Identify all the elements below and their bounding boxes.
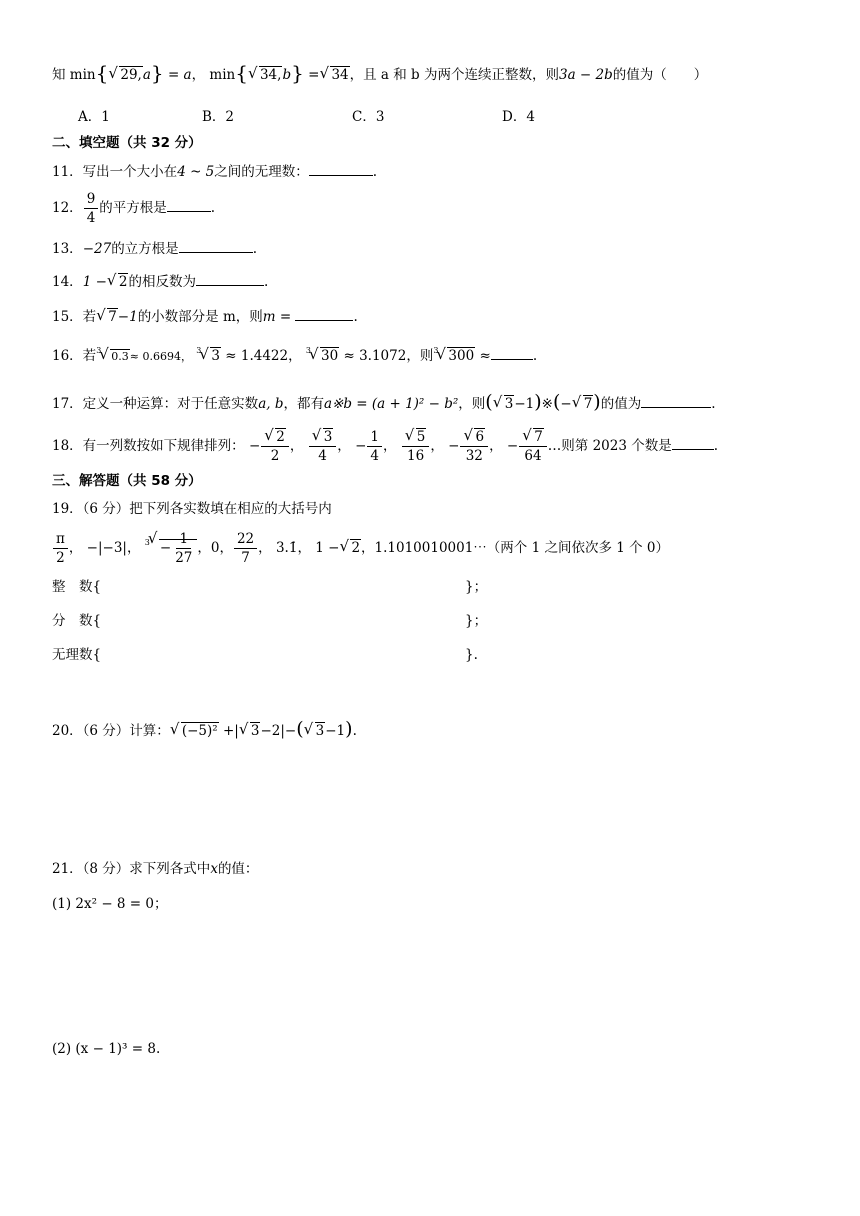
q18-text: 18．有一列数按如下规律排列：: [52, 438, 245, 454]
q18-term: √ $\frac{2}{2}$: [261, 428, 289, 465]
right-brace: }: [291, 61, 304, 85]
q17-text-post: 的值为: [600, 396, 642, 412]
minus: −: [284, 723, 297, 739]
q18-sign: −: [506, 438, 519, 454]
set-irrationals-label: 无理数{: [52, 647, 102, 663]
question-18: 18．有一列数按如下规律排列： − √ $\frac{2}{2}$ ， √ $\frac{3}{4}$ ， − $\frac{1}{4}$ ， √ $\frac{5}{16}$ ， − √ $\frac{6}{32}$ ， − √ $\frac{7}{64}$ …则第 2023 个数是 .: [52, 428, 718, 465]
cbrt-0-3: √ 0.3: [100, 346, 130, 367]
set-integers-end: }；: [465, 579, 488, 595]
q14-number: 14．: [52, 274, 83, 290]
q19-zero: ，0，: [197, 540, 233, 556]
left-brace: {: [235, 61, 248, 85]
sqrt-3: √ 3: [494, 394, 515, 414]
q20-end: .: [352, 723, 357, 739]
q16-value-4: ≈: [479, 348, 491, 364]
var-a: a: [142, 67, 151, 83]
q16-answer-blank[interactable]: [491, 359, 533, 360]
question-21-part-1: (1) 2x² − 8 = 0；: [52, 896, 168, 912]
q21-text: 21．（8 分）求下列各式中: [52, 861, 211, 877]
fraction-pi-2: $\frac{\pi}{2}$: [53, 530, 68, 567]
min-function: min: [69, 67, 96, 83]
q18-sign: −: [448, 438, 460, 454]
q17-definition: a※b = (a + 1)² − b²: [323, 396, 459, 412]
fraction-9-4: $\frac{9}{4}$: [84, 190, 99, 227]
q13-value: −27: [82, 241, 112, 257]
question-19-numbers: $\frac{\pi}{2}$ ， −|−3|， $^3$√ − $\frac{1}{27}$ ，0， $\frac{22}{7}$ ， 3.1̇， 1 −√ 2，1.1010010001⋯（两个 1 之间依次多 1 个 0）: [52, 530, 669, 567]
sqrt-7: √ 7: [573, 394, 594, 414]
q18-term: √ $\frac{6}{32}$: [460, 428, 488, 465]
q17-operator: ※: [541, 396, 553, 412]
question-19-title: 19．（6 分）把下列各实数填在相应的大括号内: [52, 501, 332, 517]
sqrt-29: √ 29,: [109, 65, 142, 85]
q14-text: 的相反数为: [128, 274, 196, 290]
var-x: x: [210, 861, 218, 877]
q17-answer-blank[interactable]: [641, 407, 711, 408]
q13-number: 13．: [52, 241, 83, 257]
q11-range: 4 ~ 5: [177, 164, 215, 180]
q10-expression: 3a − 2b: [558, 67, 613, 83]
q18-term: √ $\frac{3}{4}$: [309, 428, 337, 465]
left-brace: {: [95, 61, 109, 85]
q18-answer-blank[interactable]: [672, 449, 714, 450]
plus: +: [222, 723, 235, 739]
q11-text-post: 之间的无理数：: [214, 164, 309, 180]
q10-text-start: 知: [52, 67, 66, 83]
q18-sign: −: [355, 438, 367, 454]
question-12: 12． $\frac{9}{4}$ 的平方根是 .: [52, 191, 216, 226]
equals: =: [308, 67, 320, 83]
q19-one-minus: 1 −: [315, 540, 340, 556]
eq-a: = a: [167, 67, 192, 83]
question-21-title: [52, 859, 258, 879]
q16-value-2: ≈ 1.4422，: [225, 348, 302, 364]
q14-answer-blank[interactable]: [196, 285, 264, 286]
set-irrationals-end: }.: [465, 647, 478, 663]
q18-term: √ $\frac{7}{64}$: [519, 428, 547, 465]
q17-vars: a, b: [258, 396, 284, 412]
sqrt-7: √ 7: [97, 307, 118, 327]
minus-two: −2: [260, 723, 281, 739]
sqrt-2: √ 2: [108, 272, 129, 292]
cbrt-neg-1-27: √ − $\frac{1}{27}$: [149, 530, 198, 567]
q15-text: 15．若: [52, 309, 97, 325]
set-fractions-end: }；: [465, 613, 488, 629]
fraction-22-7: $\frac{22}{7}$: [234, 530, 257, 567]
q10-option-b[interactable]: B．2: [202, 109, 235, 125]
q10-option-c[interactable]: C．3: [352, 109, 385, 125]
q19-long-decimal: ，1.1010010001⋯（两个 1 之间依次多 1 个 0）: [361, 540, 670, 556]
question-11: 11．写出一个大小在4 ~ 5之间的无理数： .: [52, 164, 378, 180]
section-3-heading: 三、解答题（共 58 分）: [52, 473, 202, 489]
question-10-stem: 知 min{√ 29,a} = a， min{√ 34,b} =√ 34，且 a 和 b 为两个连续正整数，则3a − 2b的值为（ ）: [52, 62, 707, 85]
sqrt-34-result: √ 34: [320, 65, 349, 85]
q10-option-d[interactable]: D．4: [502, 109, 535, 125]
q17-text-then: ，则: [458, 396, 486, 412]
sqrt-2: √ 2: [340, 538, 361, 558]
q10-option-a[interactable]: A．1: [78, 109, 110, 125]
question-15: [52, 307, 358, 327]
q16-value-3: ≈ 3.1072，则: [343, 348, 434, 364]
q10-text-mid: ，且 a 和 b 为两个连续正整数，则: [349, 67, 559, 83]
section-2-heading: 二、填空题（共 32 分）: [52, 135, 202, 151]
q16-value-1: ≈ 0.6694，: [129, 350, 192, 363]
cbrt-30: √ 30: [310, 346, 339, 366]
q15-var-m: m =: [262, 309, 292, 325]
q10-text-end: 的值为（ ）: [612, 67, 708, 83]
q12-text: 的平方根是: [99, 200, 167, 216]
minus-one: −1: [325, 723, 346, 739]
q19-abs-value: −|−3|，: [86, 540, 141, 556]
q15-answer-blank[interactable]: [295, 320, 353, 321]
sqrt-3: √ 3: [305, 721, 326, 741]
q11-text: 11．写出一个大小在: [52, 164, 178, 180]
question-14: 14．1 −√ 2的相反数为 .: [52, 272, 268, 292]
sqrt-34: √ 34,: [249, 65, 282, 85]
q19-repeating-decimal: 3.1̇: [275, 540, 298, 556]
set-integers-label: 整 数{: [52, 579, 102, 595]
q12-answer-blank[interactable]: [167, 211, 211, 212]
q17-text-mid: ，都有: [283, 396, 324, 412]
q13-text: 的立方根是: [111, 241, 179, 257]
q17-minus-one: −1: [514, 396, 535, 412]
q21-text-end: 的值：: [217, 861, 259, 877]
q15-minus-one: −1: [117, 309, 138, 325]
sqrt-3: √ 3: [240, 721, 261, 741]
min-function: min: [209, 67, 236, 83]
question-20: 20．（6 分）计算：√ (−5)² +|√ 3−2|−(√ 3−1).: [52, 719, 357, 741]
q15-end: .: [353, 309, 358, 325]
q15-text-mid: 的小数部分是 m，则: [137, 309, 263, 325]
var-b: b: [282, 67, 292, 83]
q18-text-post: …则第 2023 个数是: [547, 438, 672, 454]
q13-answer-blank[interactable]: [179, 252, 253, 253]
q11-answer-blank[interactable]: [309, 175, 373, 176]
q18-sign: −: [248, 438, 261, 454]
q12-number: 12．: [52, 200, 83, 216]
question-21-part-2: (2) (x − 1)³ = 8.: [52, 1041, 161, 1057]
q20-text: 20．（6 分）计算：: [52, 723, 170, 739]
question-16: 16．若$^3$√ 0.3≈ 0.6694， $^3$√ 3 ≈ 1.4422， $^3$√ 30 ≈ 3.1072，则$^3$√ 300 ≈ .: [52, 346, 537, 368]
q18-term: √ $\frac{5}{16}$: [402, 428, 430, 465]
q17-neg: −: [560, 396, 572, 412]
sqrt-neg5-squared: √ (−5)²: [171, 721, 219, 741]
q18-term: $\frac{1}{4}$: [367, 428, 382, 465]
cbrt-300: √ 300: [437, 346, 475, 366]
q14-term: 1 −: [82, 274, 107, 290]
set-fractions-label: 分 数{: [52, 613, 102, 629]
q17-text: 17．定义一种运算：对于任意实数: [52, 396, 259, 412]
q16-text: 16．若: [52, 348, 97, 364]
right-brace: }: [150, 61, 164, 85]
cbrt-3: √ 3: [200, 346, 221, 366]
question-13: 13．−27的立方根是 .: [52, 241, 257, 257]
question-17: 17．定义一种运算：对于任意实数a, b，都有a※b = (a + 1)² − b²，则(√ 3−1)※(−√ 7)的值为 .: [52, 392, 716, 414]
